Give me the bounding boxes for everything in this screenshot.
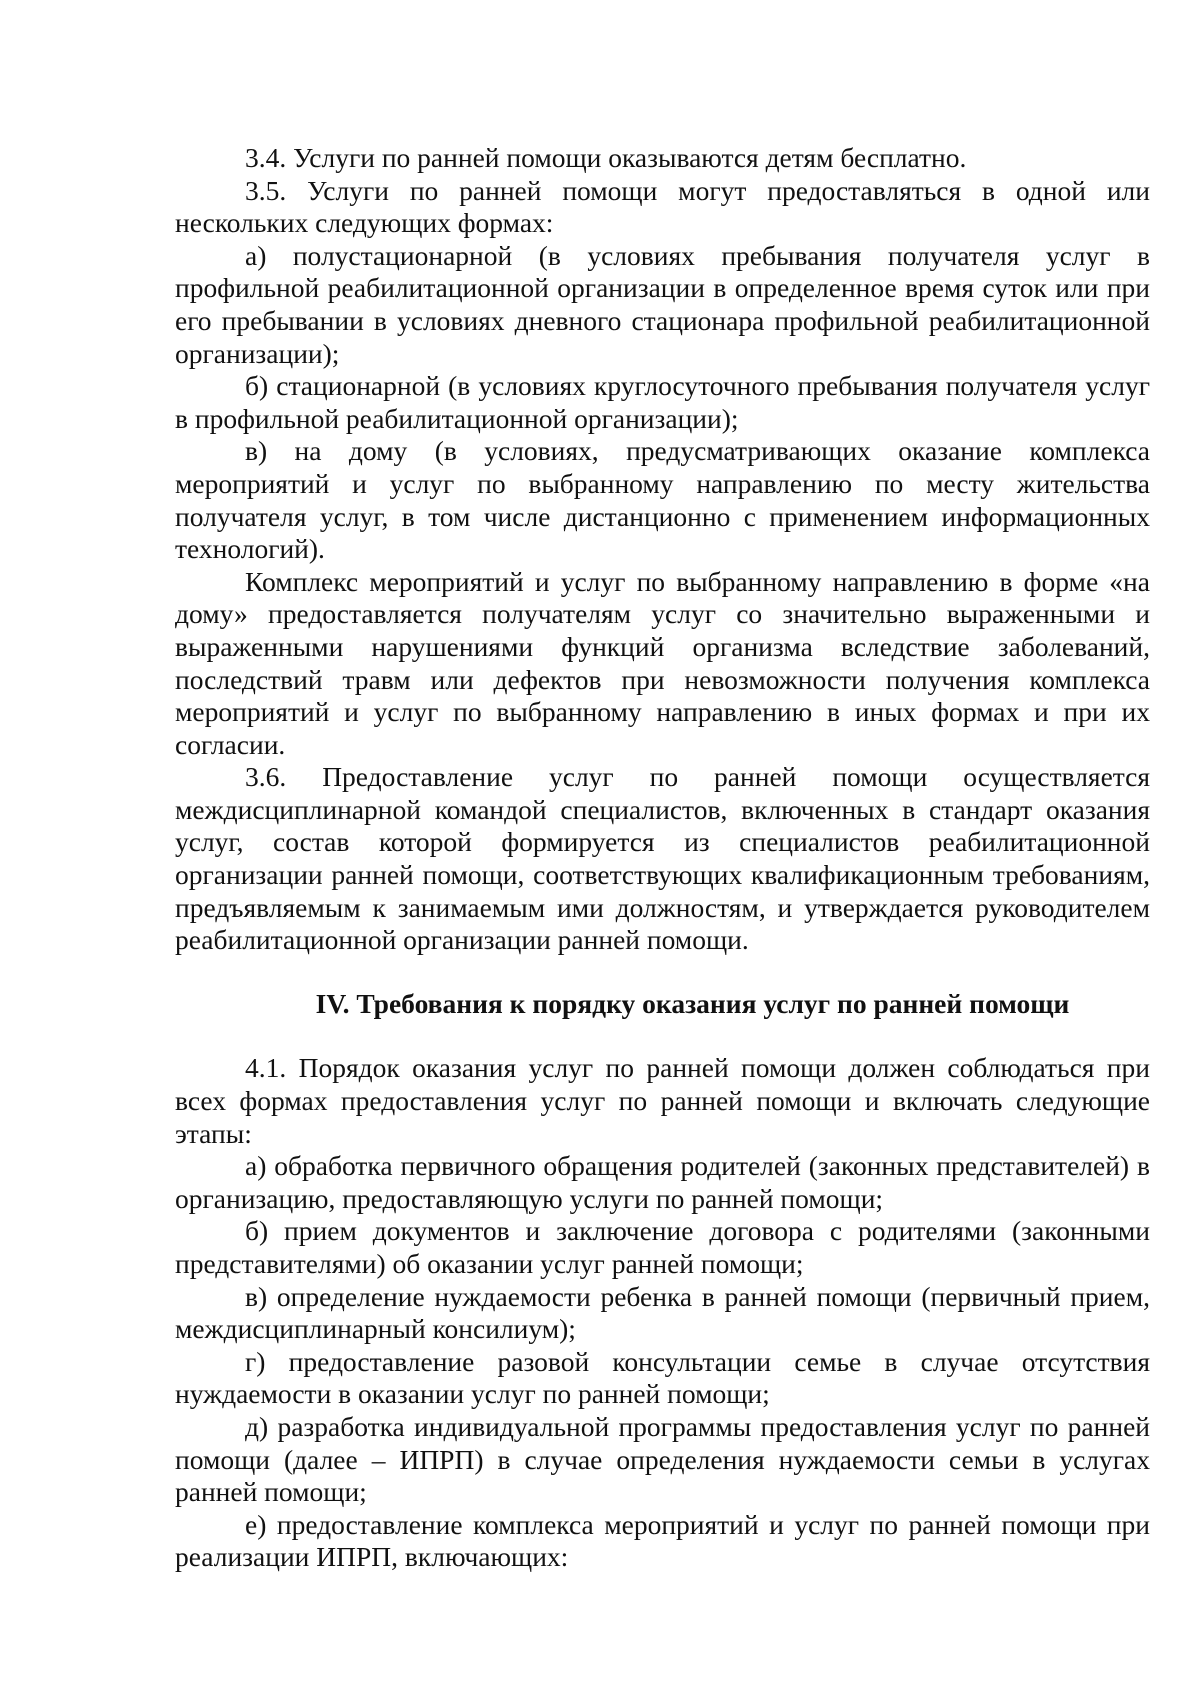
- paragraph-4-1-g: г) предоставление разовой консультации семье в случае отсутствия нуждаемости в оказании услуг по ранней помощи;: [175, 1345, 1150, 1410]
- paragraph-4-1-d: д) разработка индивидуальной программы предоставления услуг по ранней помощи (далее – ИПРП) в случае определения нуждаемости семьи в услугах ранней помощи;: [175, 1410, 1150, 1508]
- paragraph-4-1-v: в) определение нуждаемости ребенка в ранней помощи (первичный прием, междисциплинарный консилиум);: [175, 1280, 1150, 1345]
- paragraph-3-5-b: б) стационарной (в условиях круглосуточного пребывания получателя услуг в профильной реабилитационной организации);: [175, 370, 1150, 434]
- paragraph-4-1: 4.1. Порядок оказания услуг по ранней помощи должен соблюдаться при всех формах предоставления услуг по ранней помощи и включать следующие этапы:: [175, 1052, 1150, 1149]
- paragraph-3-5-a: а) полустационарной (в условиях пребывания получателя услуг в профильной реабилитационной организации в определенное время суток или при его пребывании в условиях дневного стационара профильной реабилитационной организации);: [175, 239, 1150, 369]
- document-page: [175, 142, 1150, 1574]
- paragraph-3-5: 3.5. Услуги по ранней помощи могут предоставляться в одной или нескольких следующих формах:: [175, 174, 1150, 239]
- paragraph-3-5-home-form: Комплекс мероприятий и услуг по выбранному направлению в форме «на дому» предоставляется получателям услуг со значительно выраженными и выраженными нарушениями функций организма вследствие заболеваний, последствий травм или дефектов при невозможности получения комплекса мероприятий и услуг по выбранному направлению в иных формах и при их согласии.: [175, 565, 1150, 760]
- section-4-heading: IV. Требования к порядку оказания услуг по ранней помощи: [315, 987, 1070, 1019]
- paragraph-4-1-e: е) предоставление комплекса мероприятий и услуг по ранней помощи при реализации ИПРП, включающих:: [175, 1508, 1150, 1573]
- paragraph-3-5-v: в) на дому (в условиях, предусматривающих оказание комплекса мероприятий и услуг по выбранному направлению по месту жительства получателя услуг, в том числе дистанционно с применением информационных технологий).: [175, 435, 1150, 565]
- paragraph-4-1-a: а) обработка первичного обращения родителей (законных представителей) в организацию, предоставляющую услуги по ранней помощи;: [175, 1150, 1150, 1214]
- paragraph-4-1-b: б) прием документов и заключение договора с родителями (законными представителями) об оказании услуг ранней помощи;: [175, 1215, 1150, 1279]
- paragraph-3-6: 3.6. Предоставление услуг по ранней помощи осуществляется междисциплинарной командой специалистов, включенных в стандарт оказания услуг, состав которой формируется из специалистов реабилитационной организации ранней помощи, соответствующих квалификационным требованиям, предъявляемым к занимаемым ими должностям, и утверждается руководителем реабилитационной организации ранней помощи.: [175, 761, 1150, 956]
- paragraph-3-4: 3.4. Услуги по ранней помощи оказываются детям бесплатно.: [245, 142, 967, 173]
